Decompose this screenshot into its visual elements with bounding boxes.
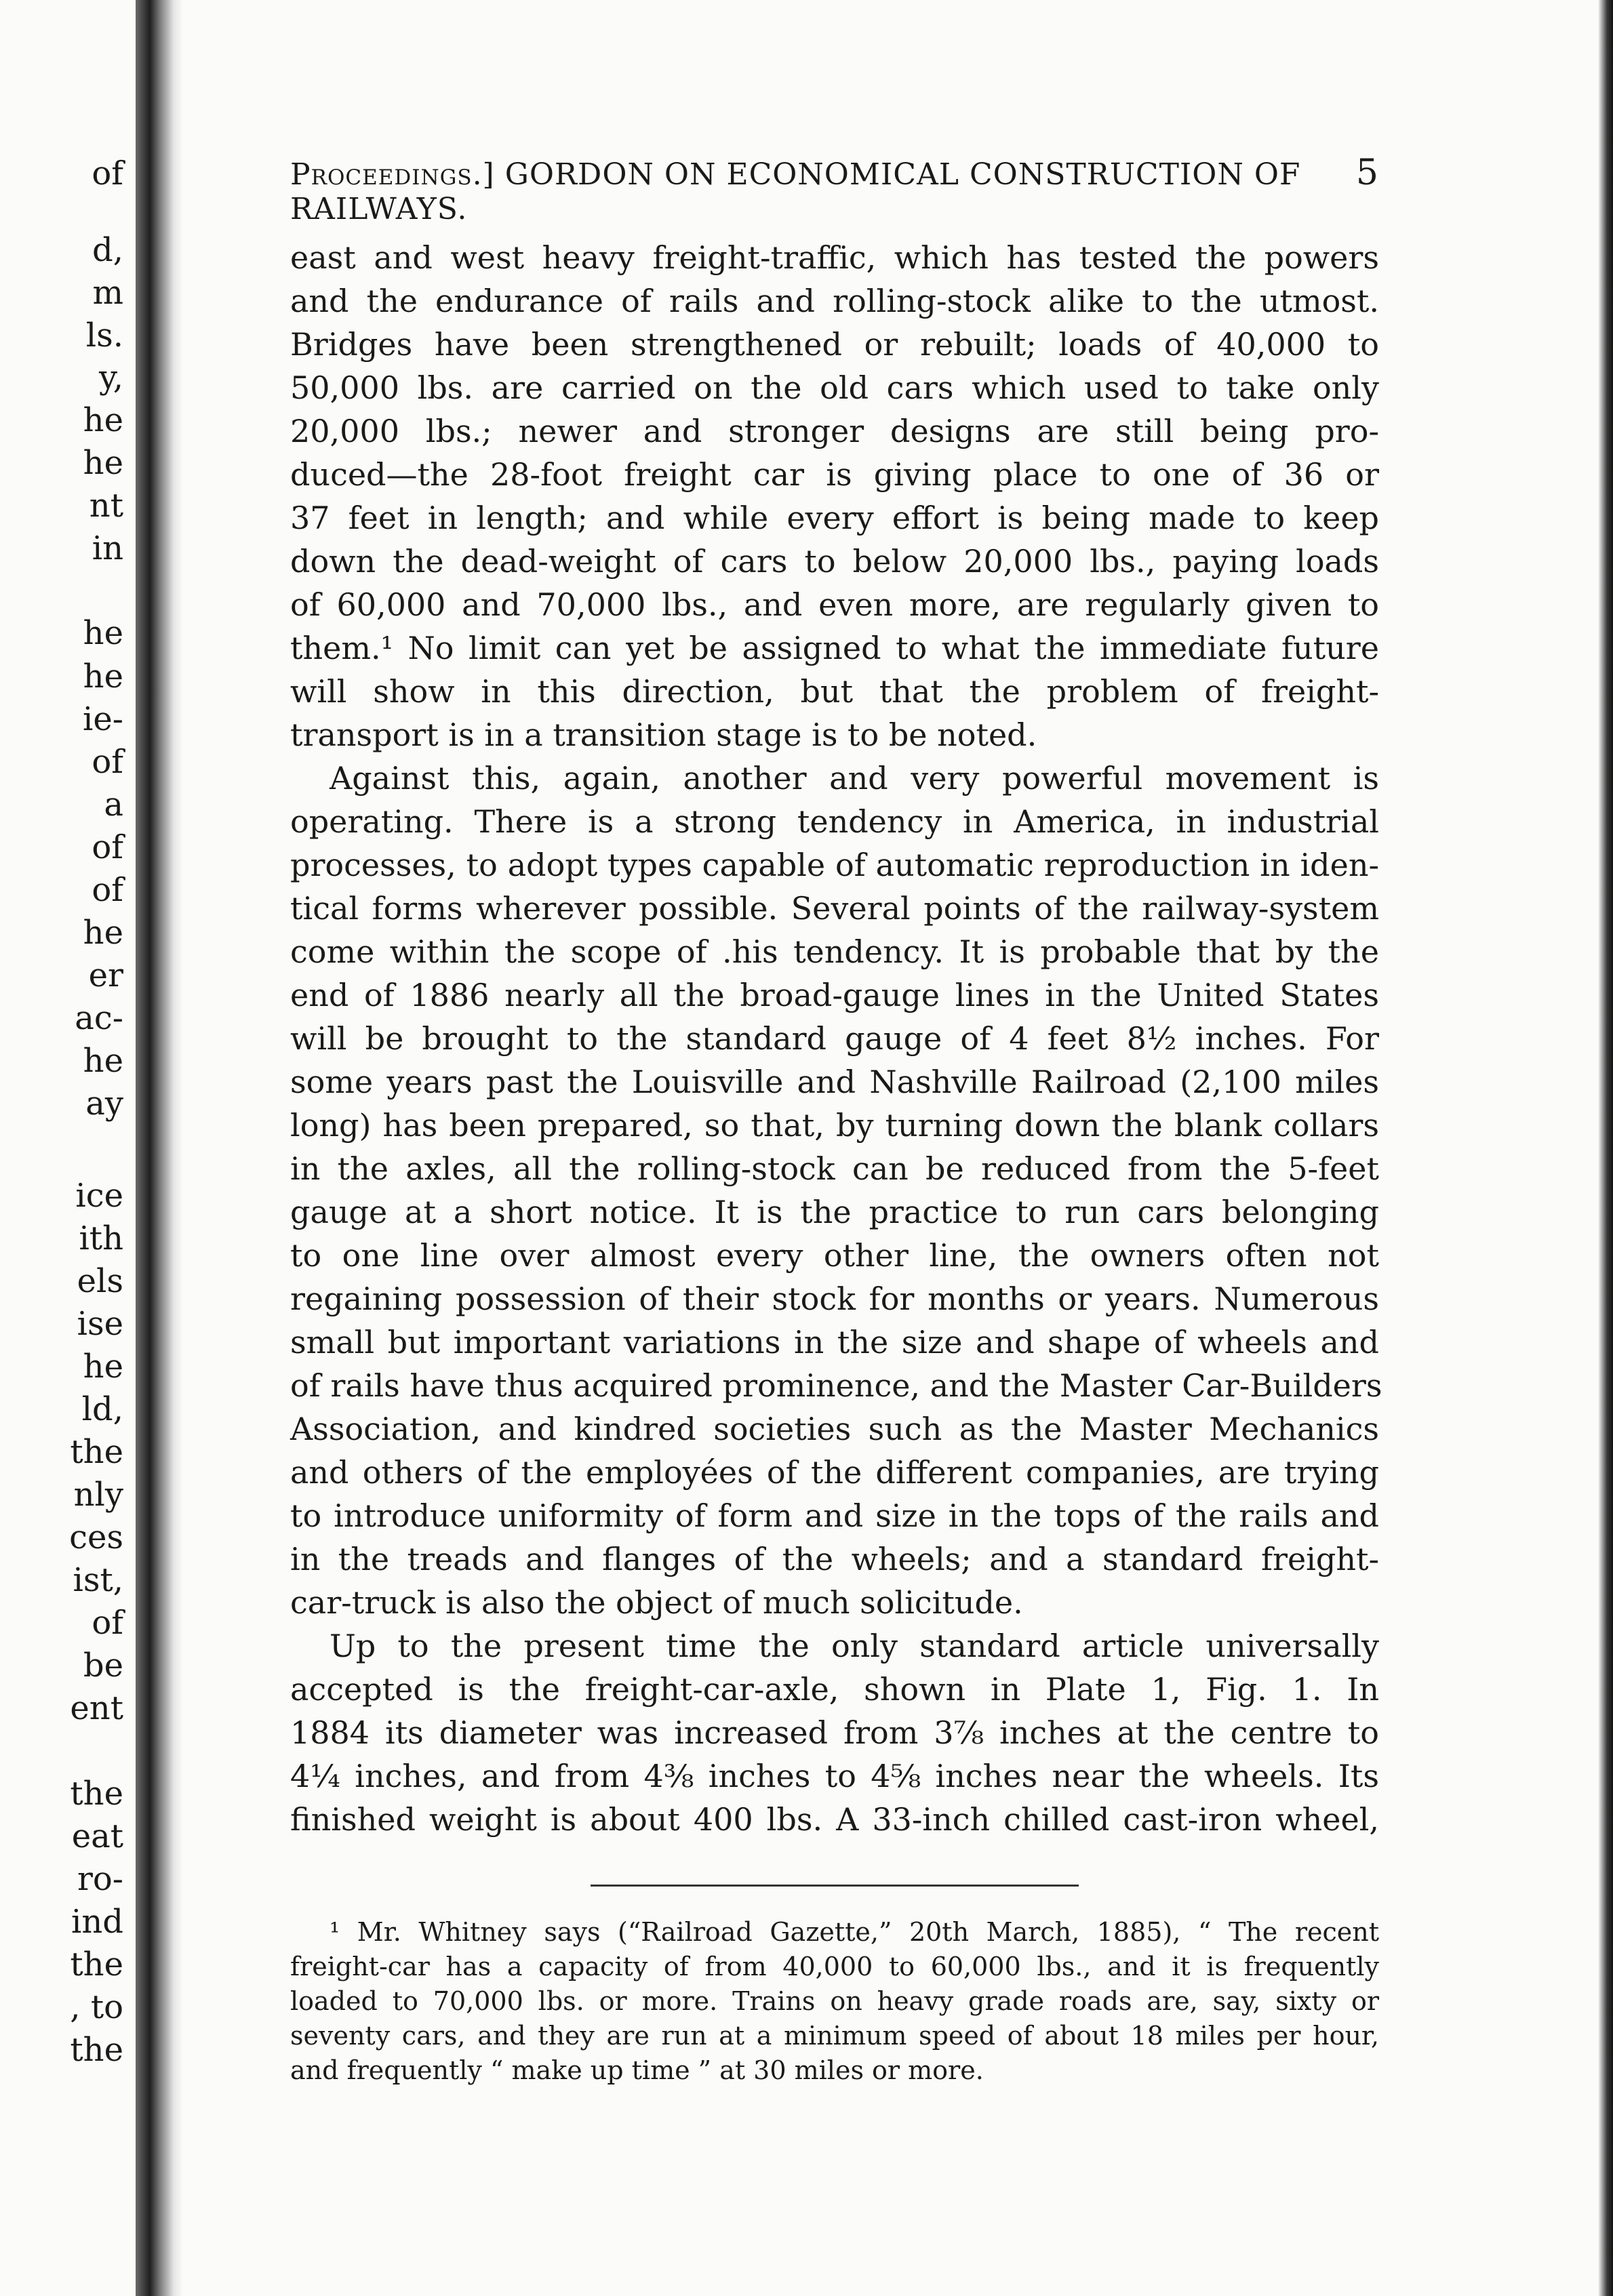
footnote: [290, 1915, 1379, 2088]
facing-page-word-fragment: be: [83, 1647, 123, 1685]
facing-page-word-fragment: er: [88, 956, 123, 994]
body-line: and the endurance of rails and rolling-stock alike to the utmost.: [290, 283, 1379, 319]
body-line: accepted is the freight-car-axle, shown in Plate 1, Fig. 1. In: [290, 1671, 1379, 1708]
facing-page-word-fragment: els: [77, 1262, 123, 1300]
body-line: long) has been prepared, so that, by turning down the blank collars: [290, 1107, 1379, 1144]
facing-page-word-fragment: ist,: [73, 1561, 123, 1599]
facing-page-word-fragment: eat: [71, 1817, 123, 1855]
body-line: 50,000 lbs. are carried on the old cars which used to take only: [290, 369, 1379, 406]
facing-page-word-fragment: ls.: [85, 317, 123, 355]
facing-page-word-fragment: the: [70, 2031, 123, 2069]
body-line: gauge at a short notice. It is the practice to run cars belonging: [290, 1194, 1379, 1230]
footnote-line: freight-car has a capacity of from 40,000 to 60,000 lbs., and it is frequently: [290, 1952, 1379, 1981]
facing-page-word-fragment: a: [104, 786, 123, 824]
body-line: Against this, again, another and very powerful movement is: [330, 760, 1379, 797]
facing-page-word-fragment: nt: [89, 487, 123, 525]
facing-page-word-fragment: in: [92, 529, 123, 567]
facing-page-word-fragment: he: [83, 401, 123, 439]
body-line: end of 1886 nearly all the broad-gauge lines in the United States: [290, 977, 1379, 1013]
body-line: to one line over almost every other line, the owners often not: [290, 1237, 1379, 1274]
footnote-line: ¹ Mr. Whitney says (“Railroad Gazette,” 20th March, 1885), “ The recent: [330, 1917, 1379, 1947]
facing-page-word-fragment: the: [70, 1946, 123, 1983]
facing-page-word-fragment: of: [92, 155, 123, 193]
facing-page-word-fragment: of: [92, 743, 123, 781]
facing-page-word-fragment: ie-: [83, 700, 123, 738]
facing-page-word-fragment: ld,: [81, 1390, 123, 1428]
facing-page-word-fragment: of: [92, 871, 123, 909]
facing-page-word-fragment: the: [70, 1433, 123, 1471]
body-line: of rails have thus acquired prominence, and the Master Car-Builders: [290, 1367, 1382, 1404]
book-page: [290, 153, 1382, 2088]
body-line: some years past the Louisville and Nashville Railroad (2,100 miles: [290, 1064, 1379, 1100]
body-line: 20,000 lbs.; newer and stronger designs are still being pro-: [290, 413, 1379, 449]
body-text: [290, 236, 1382, 1841]
body-line: 37 feet in length; and while every effort is being made to keep: [290, 500, 1379, 536]
facing-page-word-fragment: , to: [70, 1988, 123, 2026]
body-line: processes, to adopt types capable of automatic reproduction in iden-: [290, 847, 1379, 883]
facing-page-word-fragment: of: [92, 1604, 123, 1642]
body-line: tical forms wherever possible. Several points of the railway-system: [290, 890, 1379, 927]
body-line: Bridges have been strengthened or rebuilt; loads of 40,000 to: [290, 326, 1379, 363]
running-head-title: Proceedings.] GORDON ON ECONOMICAL CONSTRUCTION OF RAILWAYS.: [290, 157, 1301, 226]
body-line: regaining possession of their stock for months or years. Numerous: [290, 1281, 1379, 1317]
facing-page-word-fragment: ise: [77, 1305, 123, 1343]
body-line: to introduce uniformity of form and size in the tops of the rails and: [290, 1497, 1379, 1534]
footnote-line: seventy cars, and they are run at a minimum speed of about 18 miles per hour,: [290, 2021, 1379, 2051]
facing-page-word-fragment: ice: [75, 1177, 123, 1215]
facing-page-word-fragment: ith: [79, 1220, 123, 1257]
body-line: duced—the 28-foot freight car is giving place to one of 36 or: [290, 456, 1379, 493]
facing-page-word-fragment: of: [92, 828, 123, 866]
body-line: will be brought to the standard gauge of 4 feet 8½ inches. For: [290, 1020, 1379, 1057]
facing-page-word-fragment: d,: [92, 231, 123, 269]
facing-page-word-fragment: ro-: [77, 1860, 123, 1898]
body-line: Up to the present time the only standard article universally: [330, 1628, 1379, 1664]
facing-page-word-fragment: the: [70, 1775, 123, 1813]
facing-page-word-fragment: he: [83, 658, 123, 696]
facing-page-word-fragment: he: [83, 444, 123, 482]
footnote-line: and frequently “ make up time ” at 30 miles or more.: [290, 2055, 984, 2085]
binding-gutter: [136, 0, 183, 2296]
body-line: Association, and kindred societies such as the Master Mechanics: [290, 1411, 1379, 1447]
body-line: east and west heavy freight-traffic, which has tested the powers: [290, 239, 1379, 276]
facing-page-word-fragment: ay: [85, 1085, 123, 1123]
facing-page-word-fragment: he: [83, 914, 123, 952]
facing-page-word-fragment: y,: [99, 359, 123, 397]
facing-page-word-fragment: he: [83, 1042, 123, 1080]
body-line: operating. There is a strong tendency in America, in industrial: [290, 803, 1379, 840]
facing-page-word-fragment: he: [83, 614, 123, 652]
body-line: and others of the employées of the different companies, are trying: [290, 1454, 1379, 1491]
facing-page-word-fragment: ent: [70, 1689, 123, 1727]
body-line: 1884 its diameter was increased from 3⅞ inches at the centre to: [290, 1714, 1379, 1751]
facing-page-fragment: [0, 0, 136, 2296]
body-line: in the treads and flanges of the wheels; and a standard freight-: [290, 1541, 1379, 1577]
running-head: [290, 153, 1379, 226]
body-line: down the dead-weight of cars to below 20,000 lbs., paying loads: [290, 543, 1379, 580]
facing-page-word-fragment: ac-: [75, 999, 123, 1037]
page-number: 5: [1355, 153, 1379, 193]
body-line: will show in this direction, but that the problem of freight-: [290, 673, 1379, 710]
footnote-line: loaded to 70,000 lbs. or more. Trains on heavy grade roads are, say, sixty or: [290, 1986, 1379, 2016]
body-line: transport is in a transition stage is to be noted.: [290, 717, 1037, 753]
page-edge-shadow: [1598, 0, 1613, 2296]
body-line: car-truck is also the object of much solicitude.: [290, 1584, 1023, 1621]
body-line: 4¼ inches, and from 4⅜ inches to 4⅝ inches near the wheels. Its: [290, 1758, 1379, 1794]
footnote-rule: [591, 1885, 1079, 1887]
body-line: small but important variations in the size and shape of wheels and: [290, 1324, 1379, 1361]
facing-page-word-fragment: ind: [71, 1903, 123, 1941]
facing-page-word-fragment: ces: [69, 1518, 123, 1556]
facing-page-word-fragment: nly: [73, 1476, 123, 1514]
facing-page-word-fragment: m: [92, 274, 123, 312]
body-line: come within the scope of .his tendency. It is probable that by the: [290, 933, 1379, 970]
body-line: of 60,000 and 70,000 lbs., and even more, are regularly given to: [290, 586, 1379, 623]
body-line: finished weight is about 400 lbs. A 33-inch chilled cast-iron wheel,: [290, 1801, 1379, 1838]
body-line: in the axles, all the rolling-stock can be reduced from the 5-feet: [290, 1150, 1379, 1187]
body-line: them.¹ No limit can yet be assigned to what the immediate future: [290, 630, 1379, 666]
facing-page-word-fragment: he: [83, 1348, 123, 1386]
